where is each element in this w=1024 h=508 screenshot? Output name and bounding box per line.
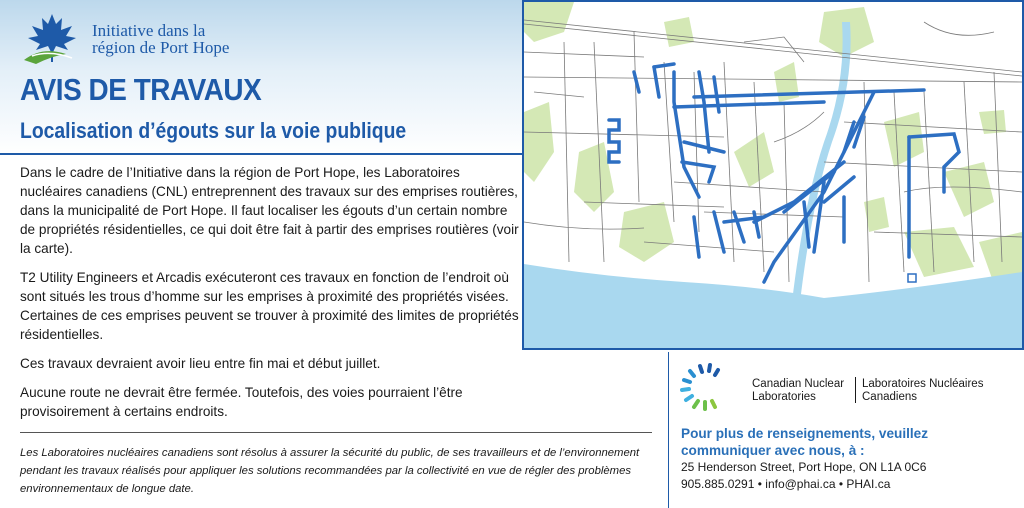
- maple-leaf-icon: [22, 10, 92, 66]
- cnl-fr-line-1: Laboratoires Nucléaires: [862, 378, 984, 390]
- cnl-en-line-1: Canadian Nuclear: [752, 378, 845, 390]
- title-divider: [0, 153, 522, 155]
- commitment-note: Les Laboratoires nucléaires canadiens sont résolus à assurer la sécurité du public, de ses travailleurs et de l’environnement pendant les travaux réalisés pour appliquer les solutions recommandées par la collectivité en vue de régler des problèmes environnementaux de longue date.: [20, 447, 640, 495]
- paragraph-3: Ces travaux devraient avoir lieu entre fin mai et début juillet.: [20, 356, 381, 371]
- page-subtitle: Localisation d’égouts sur la voie publique: [20, 118, 407, 143]
- cnl-name-en: [752, 378, 844, 404]
- work-area-map: [522, 0, 1024, 350]
- page-title: AVIS DE TRAVAUX: [20, 72, 262, 107]
- contact-heading: Pour plus de renseignements, veuillez communiquer avec nous, à :: [681, 426, 929, 458]
- cnl-name-fr: [862, 378, 983, 404]
- logo-line-2: région de Port Hope: [92, 38, 230, 57]
- paragraph-1: Dans le cadre de l’Initiative dans la région de Port Hope, les Laboratoires nucléaires canadiens (CNL) entreprennent des travaux sur des emprises routières, dans la municipalité de Port Hope. Il faut localiser les égouts d’un certain nombre de propriétés résidentielles, ce qui doit être fait à partir des emprises routières (voir la carte).: [20, 165, 519, 256]
- note-divider: [20, 432, 652, 433]
- cnl-en-line-2: Laboratories: [752, 391, 816, 403]
- contact-details: 905.885.0291 • info@phai.ca • PHAI.ca: [681, 477, 891, 491]
- cnl-logo: [678, 362, 748, 412]
- paragraph-4: Aucune route ne devrait être fermée. Toutefois, des voies pourraient l’être provisoirement à certains endroits.: [20, 385, 463, 419]
- notice-body: [20, 163, 520, 431]
- cnl-burst-icon: [678, 362, 748, 412]
- map-markers: [908, 274, 916, 282]
- cnl-fr-line-2: Canadiens: [862, 391, 917, 403]
- street-map: [524, 2, 1022, 348]
- logo-line-1: Initiative dans la: [92, 21, 206, 40]
- paragraph-2: T2 Utility Engineers et Arcadis exécuteront ces travaux en fonction de l’endroit où sont situés les trous d’homme sur les emprises à proximité des propriétés visées. Certaines de ces emprises peuvent se trouver à proximité des limites de propriétés résidentielles.: [20, 270, 519, 342]
- lake-ontario: [524, 264, 1022, 348]
- contact-divider: [668, 352, 669, 508]
- phai-logo: [22, 10, 262, 66]
- contact-address: 25 Henderson Street, Port Hope, ON L1A 0C6: [681, 460, 927, 474]
- cnl-name-separator: [855, 377, 856, 403]
